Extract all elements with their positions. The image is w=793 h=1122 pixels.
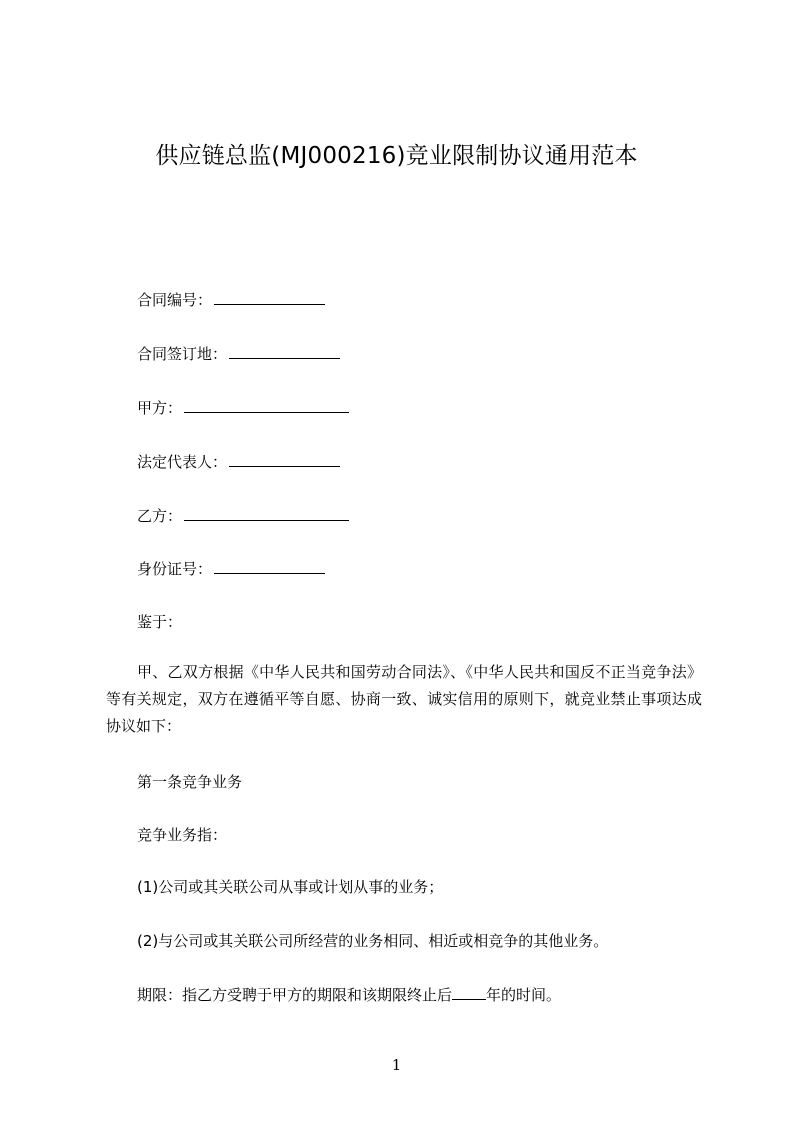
legal-representative-label: 法定代表人：	[137, 453, 228, 471]
contract-number-field	[137, 289, 325, 311]
legal-representative-blank	[229, 452, 340, 467]
legal-representative-field	[137, 451, 340, 473]
party-a-blank	[184, 398, 349, 413]
party-b-field	[137, 505, 349, 527]
article-1-heading: 第一条竞争业务	[137, 773, 243, 791]
competing-business-item-2: (2)与公司或其关联公司所经营的业务相同、相近或相竞争的其他业务。	[137, 932, 609, 950]
document-title: 供应链总监(MJ000216)竞业限制协议通用范本	[155, 143, 638, 169]
term-years-blank	[452, 985, 486, 1000]
party-a-label: 甲方：	[137, 399, 183, 417]
id-number-field	[137, 558, 325, 580]
signing-place-field	[137, 343, 340, 365]
party-a-field	[137, 397, 349, 419]
contract-number-blank	[214, 290, 325, 305]
page-number: 1	[391, 1056, 402, 1074]
id-number-blank	[214, 559, 325, 574]
contract-number-label: 合同编号：	[137, 291, 213, 309]
competing-business-definition: 竞争业务指：	[137, 826, 228, 844]
intro-paragraph: 甲、乙双方根据《中华人民共和国劳动合同法》、《中华人民共和国反不正当竞争法》等有关规定，双方在遵循平等自愿、协商一致、诚实信用的原则下，就竞业禁止事项达成协议如下：	[106, 663, 702, 735]
id-number-label: 身份证号：	[137, 560, 213, 578]
signing-place-label: 合同签订地：	[137, 345, 228, 363]
term-suffix: 年的时间。	[486, 986, 562, 1004]
whereas-heading: 鉴于：	[137, 613, 183, 631]
party-b-label: 乙方：	[137, 507, 183, 525]
competing-business-item-1: (1)公司或其关联公司从事或计划从事的业务；	[137, 878, 444, 896]
party-b-blank	[184, 506, 349, 521]
term-prefix: 期限：指乙方受聘于甲方的期限和该期限终止后	[137, 986, 453, 1004]
signing-place-blank	[229, 344, 340, 359]
term-clause	[137, 984, 561, 1006]
